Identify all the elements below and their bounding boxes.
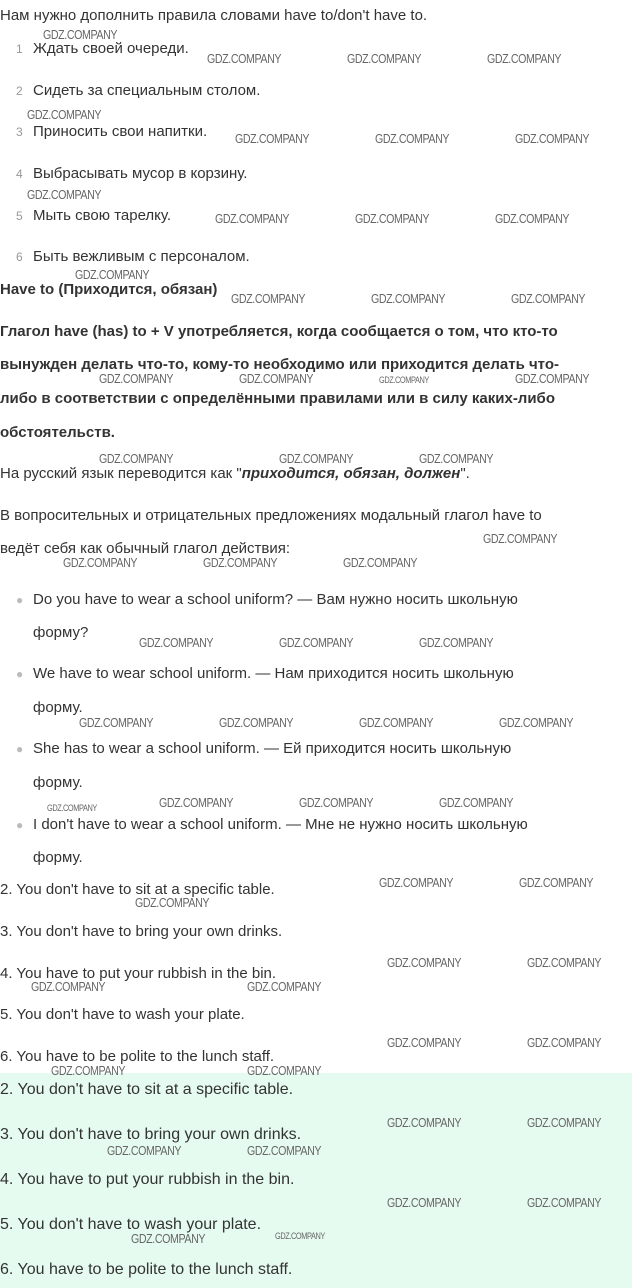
task-text: Ждать своей очереди. — [33, 40, 189, 57]
task-item — [16, 40, 189, 57]
watermark-text: GDZ.COMPANY — [239, 371, 314, 386]
task-text: Приносить свои напитки. — [33, 123, 208, 140]
answer-line: 6. You have to be polite to the lunch staff. — [0, 1048, 275, 1065]
question-note-line: В вопросительных и отрицательных предложениях модальный глагол have to — [0, 507, 542, 524]
example-text: She has to wear a school uniform. — Ей приходится носить школьную — [33, 740, 512, 757]
task-item — [16, 248, 250, 265]
watermark-text: GDZ.COMPANY — [131, 1231, 206, 1246]
watermark-text: GDZ.COMPANY — [203, 555, 278, 570]
watermark-text: GDZ.COMPANY — [499, 715, 574, 730]
watermark-text: GDZ.COMPANY — [359, 715, 434, 730]
watermark-text: GDZ.COMPANY — [43, 27, 118, 42]
rule-text-line: вынужден делать что-то, кому-то необходимо или приходится делать что- — [0, 356, 559, 373]
answer-line: 4. You have to put your rubbish in the bin. — [0, 965, 277, 982]
task-item — [16, 165, 247, 182]
example-text: I don't have to wear a school uniform. — Мне не нужно носить школьную — [33, 816, 528, 833]
watermark-text: GDZ.COMPANY — [375, 131, 450, 146]
watermark-text: GDZ.COMPANY — [387, 1035, 462, 1050]
task-item — [16, 123, 207, 140]
example-continuation: форму? — [33, 624, 89, 641]
watermark-text: GDZ.COMPANY — [31, 979, 106, 994]
watermark-text: GDZ.COMPANY — [439, 795, 514, 810]
bullet-dot-icon: ● — [16, 818, 24, 832]
watermark-text: GDZ.COMPANY — [527, 1195, 602, 1210]
watermark-text: GDZ.COMPANY — [247, 1143, 322, 1158]
task-number: 1 — [16, 42, 23, 56]
watermark-text: GDZ.COMPANY — [99, 451, 174, 466]
final-answer-line: 4. You have to put your rubbish in the bin. — [0, 1171, 295, 1188]
watermark-text: GDZ.COMPANY — [79, 715, 154, 730]
watermark-text: GDZ.COMPANY — [495, 211, 570, 226]
final-answer-line: 6. You have to be polite to the lunch staff. — [0, 1261, 293, 1278]
watermark-text: GDZ.COMPANY — [231, 291, 306, 306]
task-instruction: Нам нужно дополнить правила словами have to/don't have to. — [0, 7, 428, 24]
watermark-text: GDZ.COMPANY — [51, 1063, 126, 1078]
rule-text-line: Глагол have (has) to + V употребляется, когда сообщается о том, что кто-то — [0, 323, 558, 340]
watermark-text: GDZ.COMPANY — [235, 131, 310, 146]
bullet-dot-icon: ● — [16, 593, 24, 607]
example-continuation: форму. — [33, 774, 83, 791]
task-item — [16, 82, 260, 99]
watermark-text: GDZ.COMPANY — [75, 267, 150, 282]
translation-prefix: На русский язык переводится как " — [0, 465, 242, 482]
watermark-text: GDZ.COMPANY — [27, 187, 102, 202]
watermark-text: GDZ.COMPANY — [387, 1195, 462, 1210]
task-text: Выбрасывать мусор в корзину. — [33, 165, 248, 182]
watermark-text: GDZ.COMPANY — [247, 979, 322, 994]
watermark-text: GDZ.COMPANY — [355, 211, 430, 226]
translation-emphasis: приходится, обязан, должен — [241, 465, 461, 482]
watermark-text: GDZ.COMPANY — [139, 635, 214, 650]
watermark-text: GDZ.COMPANY — [275, 1231, 325, 1241]
watermark-text: GDZ.COMPANY — [387, 955, 462, 970]
watermark-text: GDZ.COMPANY — [527, 1115, 602, 1130]
task-text: Сидеть за специальным столом. — [33, 82, 261, 99]
watermark-text: GDZ.COMPANY — [527, 955, 602, 970]
watermark-text: GDZ.COMPANY — [519, 875, 594, 890]
task-number: 2 — [16, 84, 23, 98]
answer-line: 3. You don't have to bring your own drinks. — [0, 923, 283, 940]
example-item — [16, 740, 511, 757]
watermark-text: GDZ.COMPANY — [483, 531, 558, 546]
watermark-text: GDZ.COMPANY — [347, 51, 422, 66]
example-continuation: форму. — [33, 849, 83, 866]
watermark-text: GDZ.COMPANY — [343, 555, 418, 570]
bullet-dot-icon: ● — [16, 742, 24, 756]
final-answer-line: 3. You don't have to bring your own drinks. — [0, 1126, 302, 1143]
watermark-text: GDZ.COMPANY — [99, 371, 174, 386]
task-number: 5 — [16, 209, 23, 223]
task-number: 6 — [16, 250, 23, 264]
final-answer-line: 5. You don't have to wash your plate. — [0, 1216, 262, 1233]
task-number: 3 — [16, 125, 23, 139]
watermark-text: GDZ.COMPANY — [419, 451, 494, 466]
rule-text-line: обстоятельств. — [0, 424, 115, 441]
watermark-text: GDZ.COMPANY — [487, 51, 562, 66]
watermark-text: GDZ.COMPANY — [47, 803, 97, 813]
watermark-text: GDZ.COMPANY — [511, 291, 586, 306]
example-continuation: форму. — [33, 699, 83, 716]
watermark-text: GDZ.COMPANY — [135, 895, 210, 910]
example-text: We have to wear school uniform. — Нам приходится носить школьную — [33, 665, 514, 682]
task-text: Быть вежливым с персоналом. — [33, 248, 250, 265]
watermark-text: GDZ.COMPANY — [379, 875, 454, 890]
watermark-text: GDZ.COMPANY — [515, 371, 590, 386]
watermark-text: GDZ.COMPANY — [371, 291, 446, 306]
rule-title: Have to (Приходится, обязан) — [0, 281, 218, 298]
watermark-text: GDZ.COMPANY — [515, 131, 590, 146]
watermark-text: GDZ.COMPANY — [279, 451, 354, 466]
watermark-text: GDZ.COMPANY — [207, 51, 282, 66]
example-text: Do you have to wear a school uniform? — Вам нужно носить школьную — [33, 591, 518, 608]
watermark-text: GDZ.COMPANY — [63, 555, 138, 570]
example-item — [16, 665, 514, 682]
watermark-text: GDZ.COMPANY — [279, 635, 354, 650]
watermark-text: GDZ.COMPANY — [527, 1035, 602, 1050]
task-item — [16, 207, 171, 224]
answer-line: 5. You don't have to wash your plate. — [0, 1006, 245, 1023]
task-number: 4 — [16, 167, 23, 181]
task-text: Мыть свою тарелку. — [33, 207, 172, 224]
translation-note — [0, 465, 470, 482]
watermark-text: GDZ.COMPANY — [387, 1115, 462, 1130]
watermark-text: GDZ.COMPANY — [215, 211, 290, 226]
watermark-text: GDZ.COMPANY — [107, 1143, 182, 1158]
translation-suffix: ". — [460, 465, 470, 482]
answer-line: 2. You don't have to sit at a specific table. — [0, 881, 275, 898]
example-item — [16, 816, 528, 833]
question-note-line: ведёт себя как обычный глагол действия: — [0, 540, 291, 557]
watermark-text: GDZ.COMPANY — [159, 795, 234, 810]
rule-text-line: либо в соответствии с определёнными правилами или в силу каких-либо — [0, 390, 555, 407]
watermark-text: GDZ.COMPANY — [299, 795, 374, 810]
example-item — [16, 591, 518, 608]
watermark-text: GDZ.COMPANY — [247, 1063, 322, 1078]
watermark-text: GDZ.COMPANY — [27, 107, 102, 122]
final-answer-line: 2. You don't have to sit at a specific table. — [0, 1081, 294, 1098]
watermark-text: GDZ.COMPANY — [219, 715, 294, 730]
watermark-text: GDZ.COMPANY — [379, 375, 429, 385]
bullet-dot-icon: ● — [16, 667, 24, 681]
watermark-text: GDZ.COMPANY — [419, 635, 494, 650]
